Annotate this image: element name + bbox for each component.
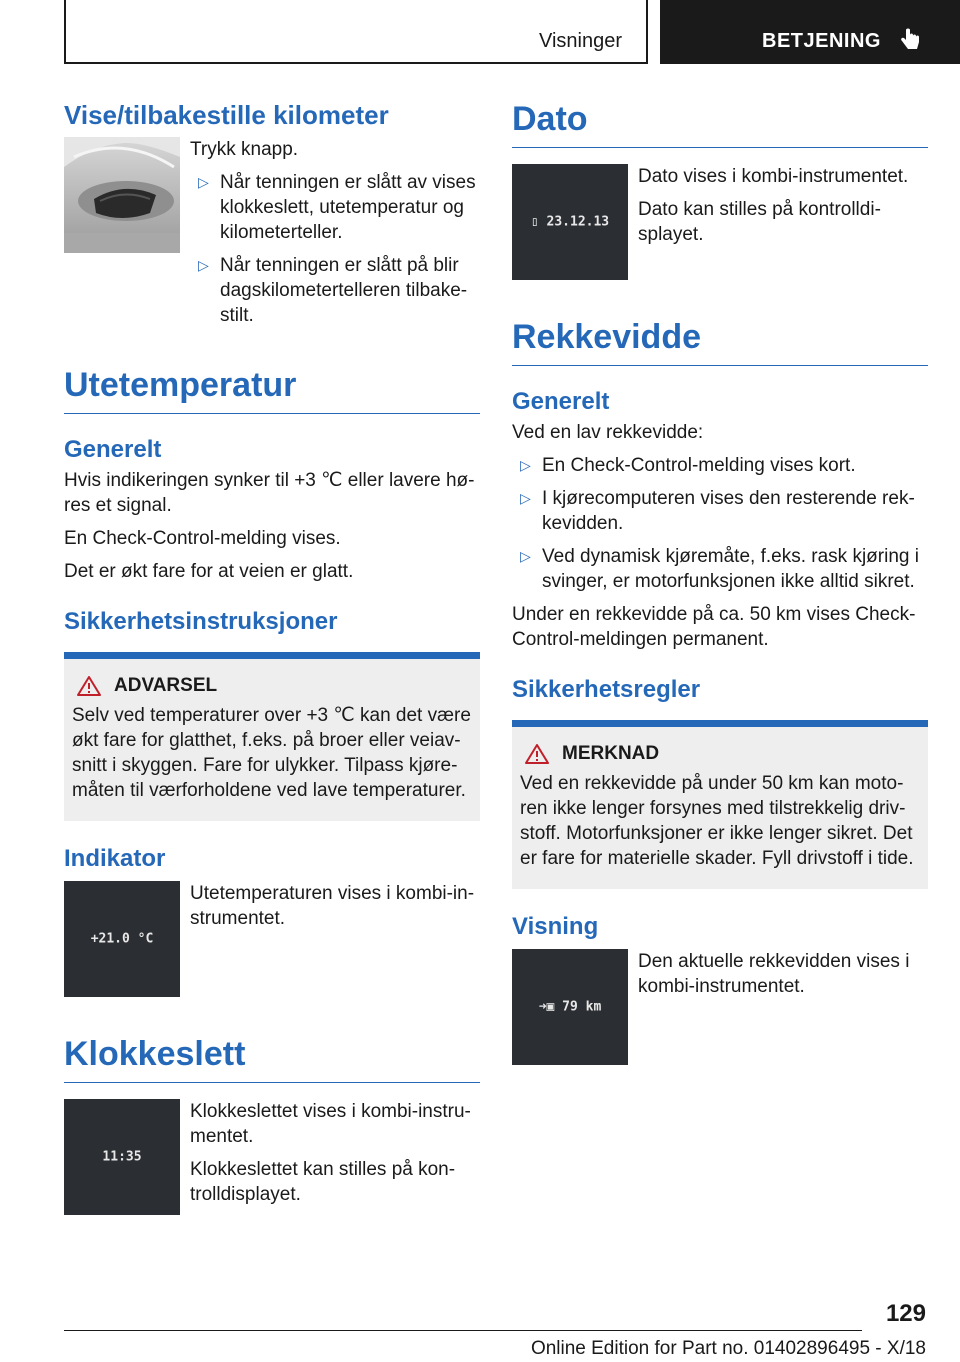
clock-readout: 11:35	[102, 1149, 142, 1165]
date-readout: ▯ 23.12.13	[530, 214, 610, 230]
reset-button-illustration	[64, 137, 180, 253]
paragraph: Dato vises i kombi-instrumentet.	[638, 166, 909, 187]
header-chapter-box	[660, 0, 960, 64]
list-item: ▷ Ved dynamisk kjøremåte, f.eks. rask kjøring i svinger, er motorfunksjonen ikke alltid sikret.	[520, 546, 919, 592]
list-item: ▷ Når tenningen er slått av vises klokkeslett, utetemperatur og kilometerteller.	[198, 172, 476, 243]
heading-safety-rules: Sikkerhetsregler	[512, 676, 701, 703]
header-section-title: Visninger	[538, 30, 622, 52]
notice-text: Ved en rekkevidde på under 50 km kan moto-ren ikke lenger forsynes med tilstrekkelig driv-stoff. Motorfunksjoner er ikke lenger sikret. Det er fare for materielle skader. Fyll drivstoff i tide.	[520, 773, 914, 869]
paragraph: En Check-Control-melding vises.	[64, 528, 341, 549]
heading-indicator: Indikator	[64, 845, 166, 872]
paragraph: Hvis indikeringen synker til +3 ℃ eller lavere hø-res et signal.	[64, 470, 475, 516]
range-bullets	[512, 453, 928, 594]
heading-clock: Klokkeslett	[64, 1035, 480, 1083]
heading-range: Rekkevidde	[512, 318, 928, 366]
left-column	[64, 100, 480, 1215]
warning-text: Selv ved temperaturer over +3 ℃ kan det være økt fare for glatthet, f.eks. på broer eller veiav-snitt i skyggen. Fare for ulykker. Tilpass kjøre-måten til værforholdene ved lave temperaturer.	[72, 705, 471, 801]
right-column	[512, 100, 928, 1065]
heading-display: Visning	[512, 913, 599, 940]
heading-safety-instructions: Sikkerhetsinstruksjoner	[64, 608, 338, 635]
range-display-image	[512, 949, 628, 1065]
paragraph: Klokkeslettet kan stilles på kon-trolldisplayet.	[190, 1159, 456, 1205]
warning-title: ADVARSEL	[114, 675, 218, 696]
indicator-figure-row	[64, 881, 480, 997]
paragraph: Det er økt fare for at veien er glatt.	[64, 561, 354, 582]
date-display-image	[512, 164, 628, 280]
calendar-icon: ▯	[530, 214, 539, 230]
bullet-triangle-icon: ▷	[520, 457, 531, 473]
header-chapter-title: BETJENING	[762, 30, 881, 52]
display-figure-row	[512, 949, 928, 1065]
heading-date: Dato	[512, 100, 928, 148]
footer-divider	[64, 1330, 862, 1331]
paragraph: Klokkeslettet vises i kombi-instru-mentet.	[190, 1101, 471, 1147]
list-item: ▷ En Check-Control-melding vises kort.	[520, 455, 856, 476]
paragraph: Under en rekkevidde på ca. 50 km vises Check-Control-meldingen permanent.	[512, 604, 916, 650]
clock-figure-row	[64, 1099, 480, 1215]
heading-general: Generelt	[64, 436, 162, 463]
fuel-pump-icon: ➜▣	[538, 999, 555, 1015]
warning-triangle-icon	[524, 743, 550, 765]
list-item: ▷ I kjørecomputeren vises den resterende rek-kevidden.	[520, 488, 915, 534]
temperature-display-image	[64, 881, 180, 997]
date-figure-row	[512, 164, 928, 280]
bullet-triangle-icon: ▷	[198, 174, 209, 190]
notice-title: MERKNAD	[562, 743, 660, 764]
bullet-triangle-icon: ▷	[520, 548, 531, 564]
range-lead: Ved en lav rekkevidde:	[512, 422, 704, 443]
reset-button-photo	[64, 137, 180, 253]
paragraph: Dato kan stilles på kontrolldi-splayet.	[638, 199, 881, 245]
display-text: Den aktuelle rekkevidden vises i kombi-instrumentet.	[638, 951, 910, 997]
range-readout: ➜▣ 79 km	[538, 999, 602, 1015]
warning-box	[64, 652, 480, 821]
hand-pointer-icon	[898, 28, 920, 54]
heading-outdoor-temp: Utetemperatur	[64, 366, 480, 414]
reset-km-bullets	[190, 170, 480, 328]
bullet-triangle-icon: ▷	[520, 490, 531, 506]
temperature-readout: +21.0 °C	[90, 931, 154, 947]
heading-general: Generelt	[512, 388, 610, 415]
list-item: ▷ Når tenningen er slått på blir dagskilometertelleren tilbake-stilt.	[198, 255, 468, 326]
indicator-text: Utetemperaturen vises i kombi-in-strumentet.	[190, 883, 475, 929]
warning-triangle-icon	[76, 675, 102, 697]
header-section-box	[64, 0, 648, 64]
bullet-triangle-icon: ▷	[198, 257, 209, 273]
reset-km-lead: Trykk knapp.	[190, 139, 299, 160]
heading-reset-km: Vise/tilbakestille kilometer	[64, 100, 389, 130]
edition-line: Online Edition for Part no. 01402896495 - X/18	[530, 1338, 926, 1359]
notice-box	[512, 720, 928, 889]
page-number: 129	[885, 1300, 926, 1327]
clock-display-image	[64, 1099, 180, 1215]
reset-km-figure-row	[64, 137, 480, 328]
